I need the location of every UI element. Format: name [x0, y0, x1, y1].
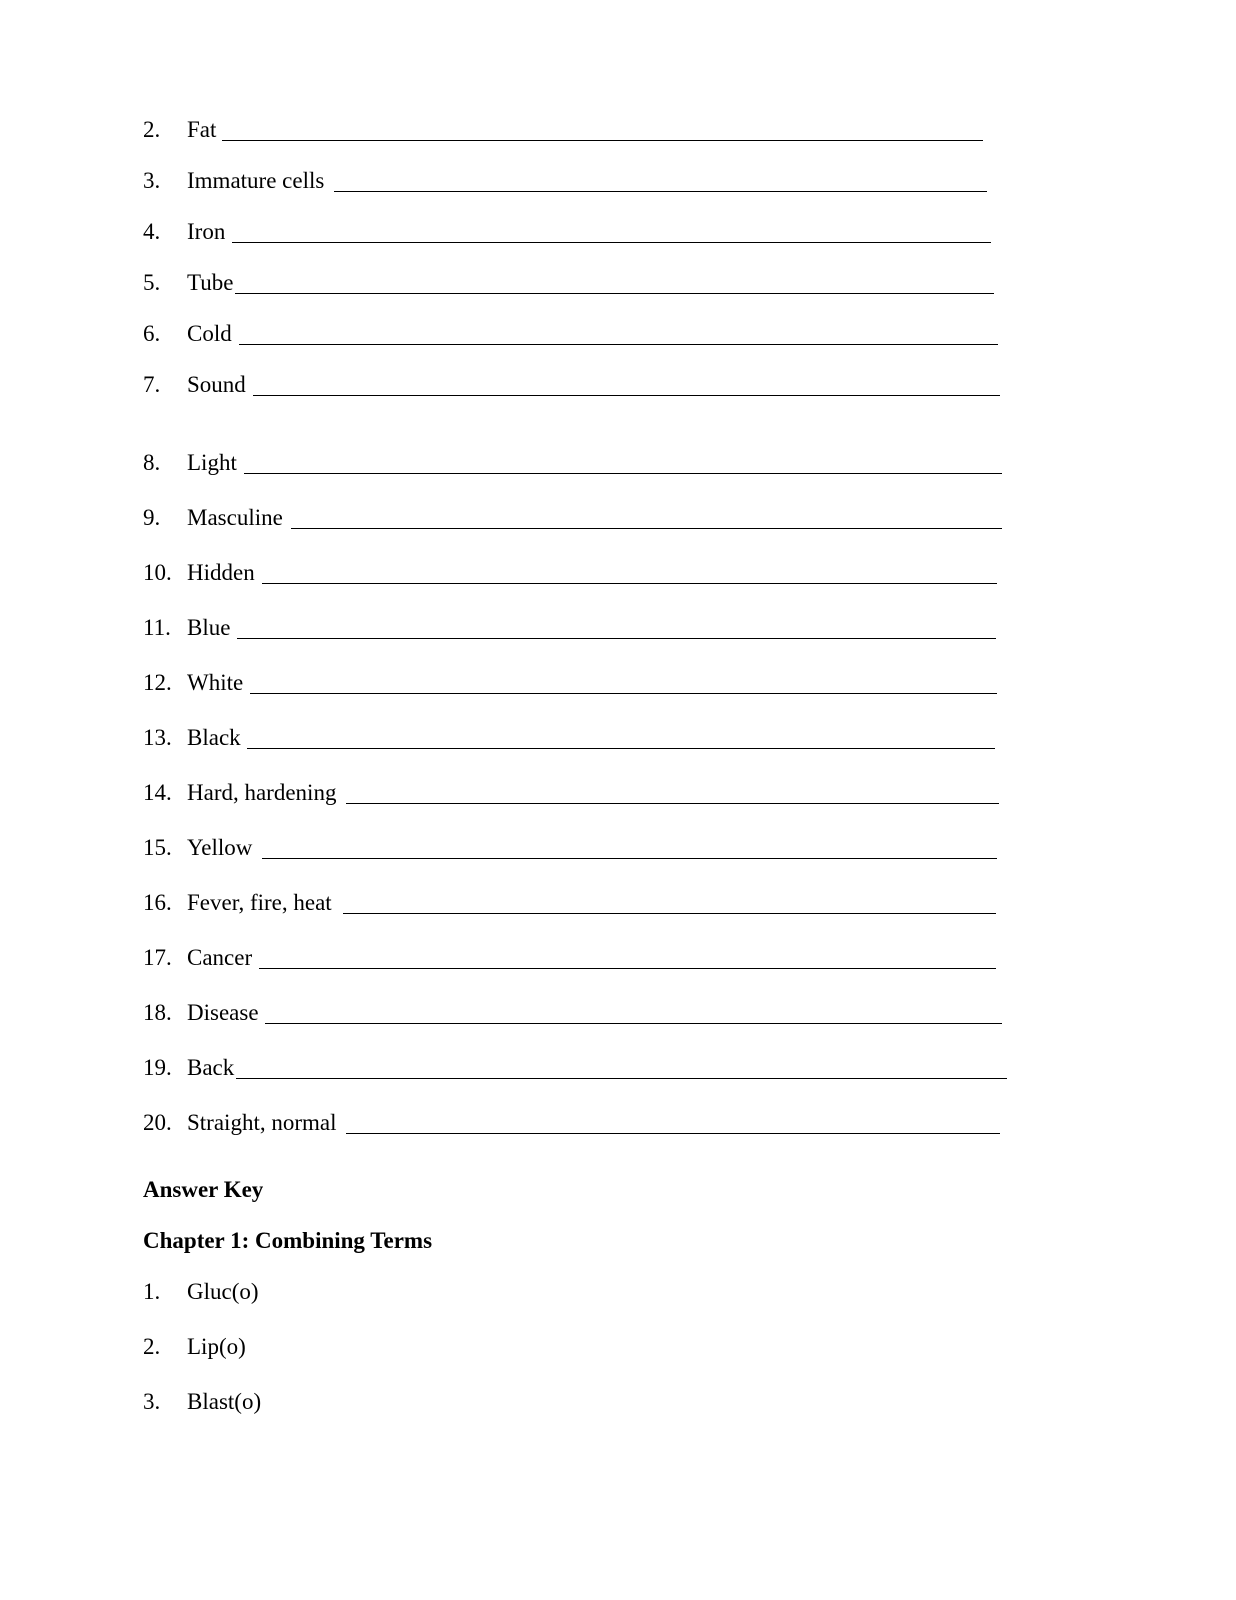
- answer-blank[interactable]: [244, 473, 1002, 474]
- answer-blank[interactable]: [232, 242, 991, 243]
- item-number: 14.: [143, 780, 172, 805]
- answer-blank[interactable]: [265, 1023, 1002, 1024]
- answer-blank[interactable]: [262, 858, 997, 859]
- answer-blank[interactable]: [291, 528, 1002, 529]
- item-term: Hidden: [187, 560, 255, 585]
- answer-text: Blast(o): [187, 1389, 262, 1414]
- item-number: 19.: [143, 1055, 172, 1080]
- answer-blank[interactable]: [346, 803, 999, 804]
- item-term: Cancer: [187, 945, 253, 970]
- item-number: 13.: [143, 725, 172, 750]
- answer-text: Gluc(o): [187, 1279, 259, 1304]
- answer-blank[interactable]: [250, 693, 997, 694]
- item-number: 15.: [143, 835, 172, 860]
- answer-blank[interactable]: [259, 968, 996, 969]
- answer-number: 3.: [143, 1389, 161, 1414]
- item-term: Blue: [187, 615, 231, 640]
- item-number: 7.: [143, 372, 161, 397]
- answer-blank[interactable]: [346, 1133, 1000, 1134]
- item-term: Iron: [187, 219, 226, 244]
- item-number: 16.: [143, 890, 172, 915]
- item-number: 20.: [143, 1110, 172, 1135]
- answer-blank[interactable]: [253, 395, 1000, 396]
- item-term: Back: [187, 1055, 235, 1080]
- answer-text: Lip(o): [187, 1334, 246, 1359]
- item-term: Tube: [187, 270, 234, 295]
- item-term: Straight, normal: [187, 1110, 337, 1135]
- item-term: White: [187, 670, 244, 695]
- item-term: Fat: [187, 117, 217, 142]
- answer-key-title: Answer Key: [143, 1177, 264, 1202]
- item-term: Sound: [187, 372, 246, 397]
- chapter-title: Chapter 1: Combining Terms: [143, 1228, 433, 1253]
- item-term: Masculine: [187, 505, 283, 530]
- item-number: 12.: [143, 670, 172, 695]
- answer-blank[interactable]: [222, 140, 983, 141]
- item-number: 17.: [143, 945, 172, 970]
- answer-blank[interactable]: [235, 293, 994, 294]
- answer-blank[interactable]: [334, 191, 987, 192]
- item-number: 10.: [143, 560, 172, 585]
- answer-blank[interactable]: [343, 913, 996, 914]
- item-term: Fever, fire, heat: [187, 890, 332, 915]
- answer-blank[interactable]: [262, 583, 997, 584]
- answer-blank[interactable]: [239, 344, 998, 345]
- item-number: 6.: [143, 321, 161, 346]
- item-term: Disease: [187, 1000, 259, 1025]
- item-number: 18.: [143, 1000, 172, 1025]
- item-number: 2.: [143, 117, 161, 142]
- item-term: Black: [187, 725, 241, 750]
- item-term: Yellow: [187, 835, 253, 860]
- item-term: Light: [187, 450, 237, 475]
- item-number: 9.: [143, 505, 161, 530]
- answer-blank[interactable]: [236, 1078, 1007, 1079]
- answer-number: 1.: [143, 1279, 161, 1304]
- item-number: 8.: [143, 450, 161, 475]
- answer-blank[interactable]: [247, 748, 995, 749]
- item-term: Immature cells: [187, 168, 325, 193]
- item-number: 5.: [143, 270, 161, 295]
- item-term: Cold: [187, 321, 232, 346]
- answer-number: 2.: [143, 1334, 161, 1359]
- item-term: Hard, hardening: [187, 780, 337, 805]
- item-number: 3.: [143, 168, 161, 193]
- item-number: 11.: [143, 615, 171, 640]
- answer-blank[interactable]: [237, 638, 996, 639]
- item-number: 4.: [143, 219, 161, 244]
